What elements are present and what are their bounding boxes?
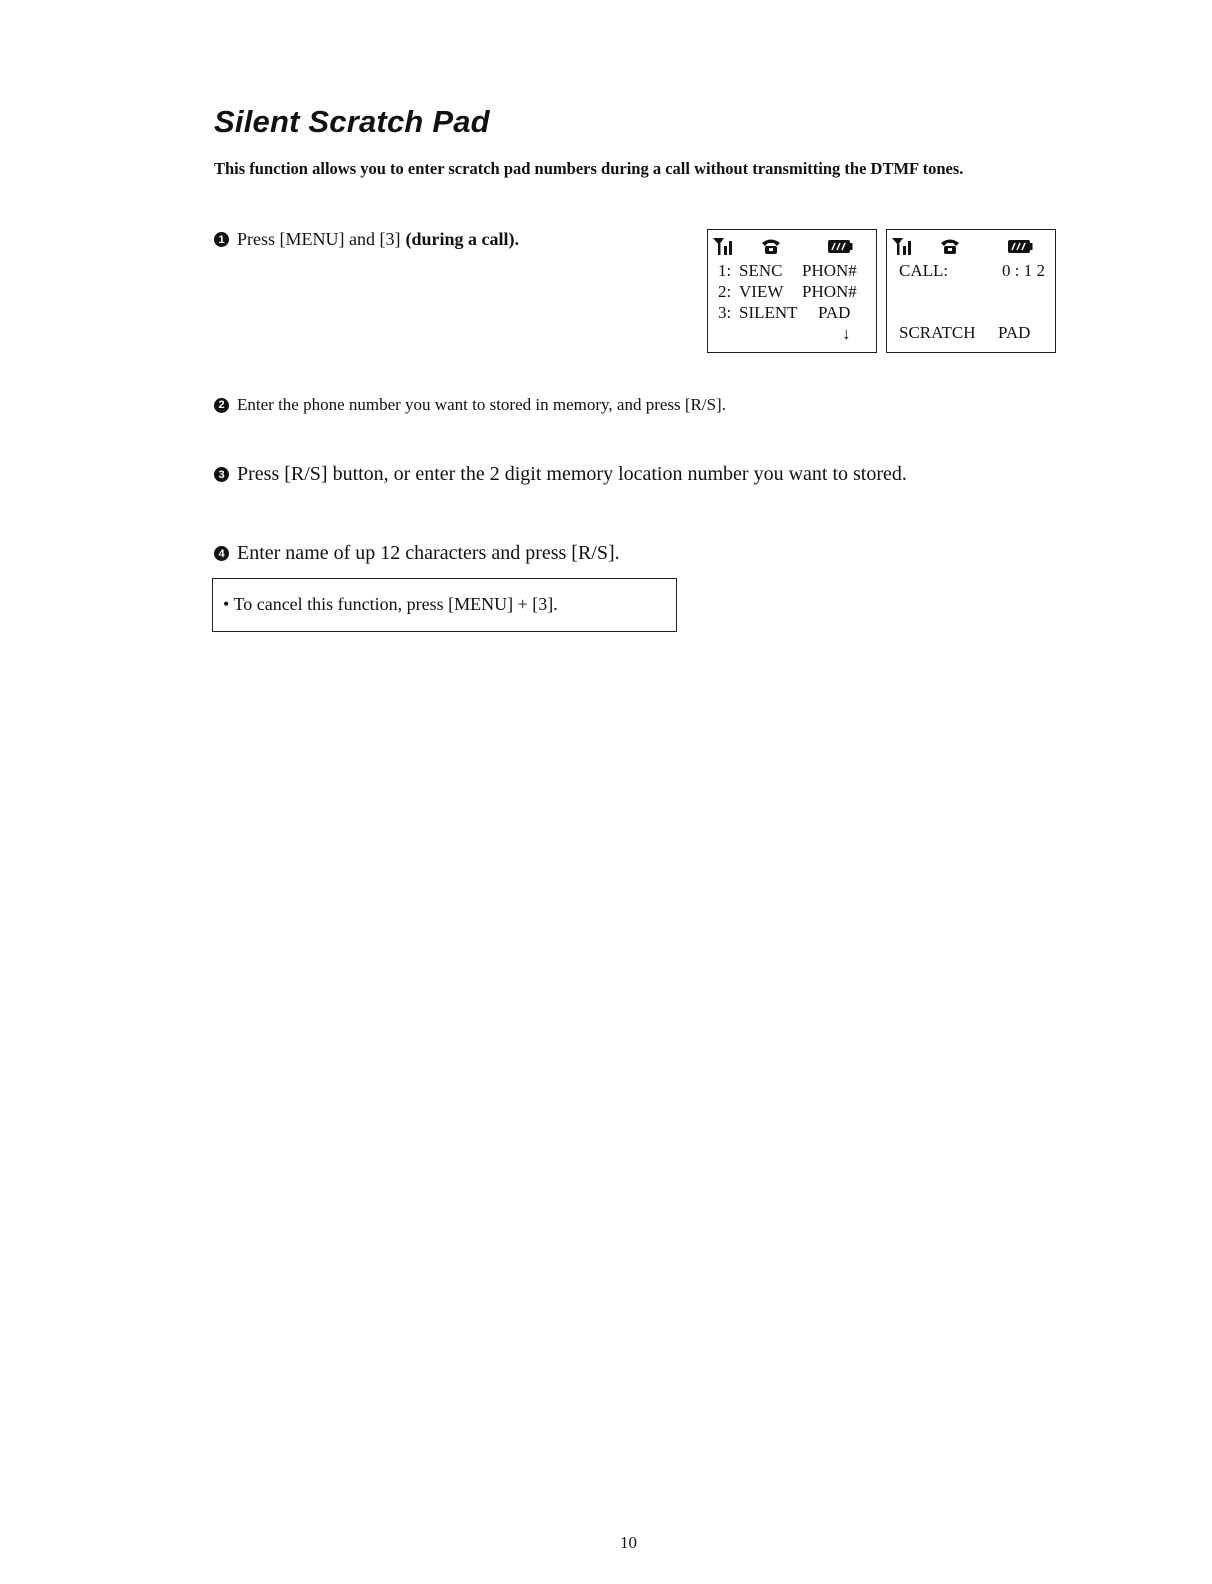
page-subtitle: This function allows you to enter scratch pad numbers during a call without transmitting the DTMF tones. [214, 159, 964, 178]
lcd-display-menu [707, 229, 877, 353]
scroll-down-arrow-icon: ↓ [842, 324, 851, 343]
lcd-status-bar [712, 237, 872, 257]
phone-icon [939, 237, 961, 255]
menu-line-3-value: PAD [818, 303, 851, 322]
lcd-display-call [886, 229, 1056, 353]
step-number-badge: 2 [214, 398, 229, 413]
phone-icon [760, 237, 782, 255]
menu-line-3-num: 3: [718, 303, 732, 322]
step-text: Enter name of up 12 characters and press [R/S]. [237, 542, 620, 564]
menu-line-1-value: PHON# [802, 261, 857, 280]
step-3 [214, 463, 907, 486]
menu-line-2-item: VIEW [739, 282, 784, 301]
step-emphasis: (during a call). [405, 229, 519, 249]
step-number-badge: 1 [214, 232, 229, 247]
step-4 [214, 542, 620, 565]
call-label: CALL: [899, 261, 949, 280]
menu-line-2-num: 2: [718, 282, 732, 301]
step-number-badge: 4 [214, 546, 229, 561]
page-title: Silent Scratch Pad [214, 104, 490, 139]
menu-line-3-item: SILENT [739, 303, 798, 322]
scratch-label: SCRATCH [899, 323, 976, 342]
menu-line-1-item: SENC [739, 261, 783, 280]
cancel-note-text: • To cancel this function, press [MENU] + [3]. [223, 594, 558, 614]
step-2 [214, 395, 726, 415]
battery-icon [827, 237, 853, 255]
step-text: Press [R/S] button, or enter the 2 digit memory location number you want to stored. [237, 463, 907, 485]
pad-label: PAD [998, 323, 1031, 342]
signal-icon [891, 237, 917, 255]
step-1 [214, 229, 519, 250]
page-number: 10 [620, 1533, 637, 1552]
cancel-note-box [212, 578, 677, 632]
step-text: Enter the phone number you want to stored in memory, and press [R/S]. [237, 395, 726, 414]
signal-icon [712, 237, 738, 255]
menu-line-1-num: 1: [718, 261, 732, 280]
step-number-badge: 3 [214, 467, 229, 482]
battery-icon [1007, 237, 1033, 255]
step-text: Press [MENU] and [3] [237, 229, 401, 249]
menu-line-2-value: PHON# [802, 282, 857, 301]
lcd-status-bar [891, 237, 1051, 257]
call-timer: 0 : 1 2 [1002, 261, 1045, 280]
